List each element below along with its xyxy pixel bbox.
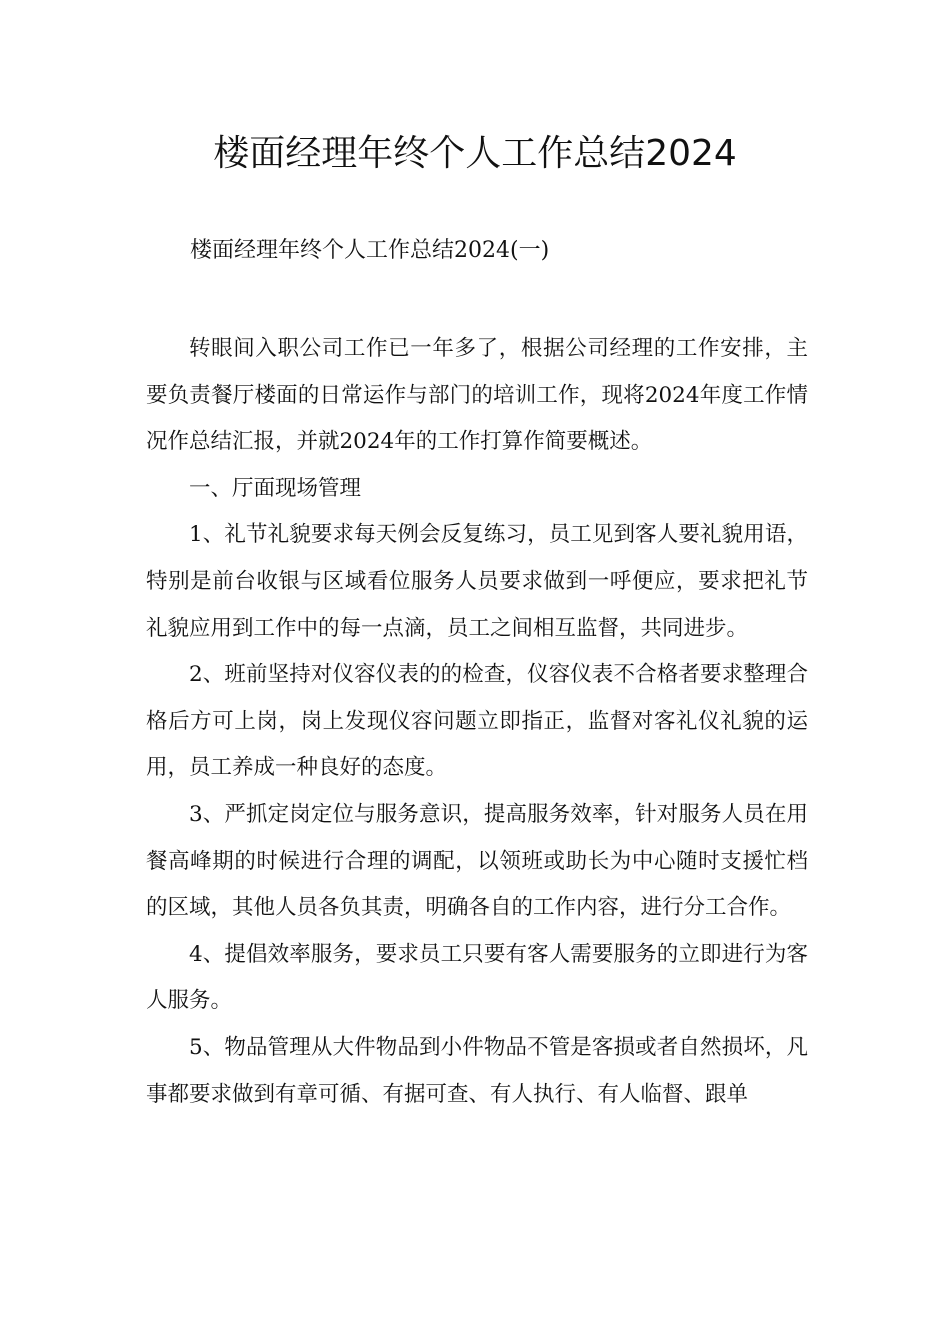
paragraph-item-3: 3、严抓定岗定位与服务意识，提高服务效率，针对服务人员在用餐高峰期的时候进行合理的调配，以领班或助长为中心随时支援忙档的区域，其他人员各负其责，明确各自的工作内容，进行分工合作。 xyxy=(146,801,808,921)
document-body xyxy=(146,326,808,1118)
document-subtitle: 楼面经理年终个人工作总结2024(一) xyxy=(190,238,550,263)
paragraph-item-2: 2、班前坚持对仪容仪表的的检查，仪容仪表不合格者要求整理合格后方可上岗，岗上发现仪容问题立即指正，监督对客礼仪礼貌的运用，员工养成一种良好的态度。 xyxy=(146,662,808,781)
section-heading: 一、厅面现场管理 xyxy=(189,475,362,501)
paragraph-item-4: 4、提倡效率服务，要求员工只要有客人需要服务的立即进行为客人服务。 xyxy=(146,941,808,1014)
paragraph-item-1: 1、礼节礼貌要求每天例会反复练习，员工见到客人要礼貌用语，特别是前台收银与区域看位服务人员要求做到一呼便应，要求把礼节礼貌应用到工作中的每一点滴，员工之间相互监督，共同进步。 xyxy=(146,522,808,641)
paragraph-intro: 转眼间入职公司工作已一年多了，根据公司经理的工作安排，主要负责餐厅楼面的日常运作与部门的培训工作，现将2024年度工作情况作总结汇报，并就2024年的工作打算作简要概述。 xyxy=(146,336,808,455)
paragraph-item-5: 5、物品管理从大件物品到小件物品不管是客损或者自然损坏，凡事都要求做到有章可循、有据可查、有人执行、有人临督、跟单 xyxy=(146,1034,808,1107)
document-title: 楼面经理年终个人工作总结2024 xyxy=(213,133,737,174)
